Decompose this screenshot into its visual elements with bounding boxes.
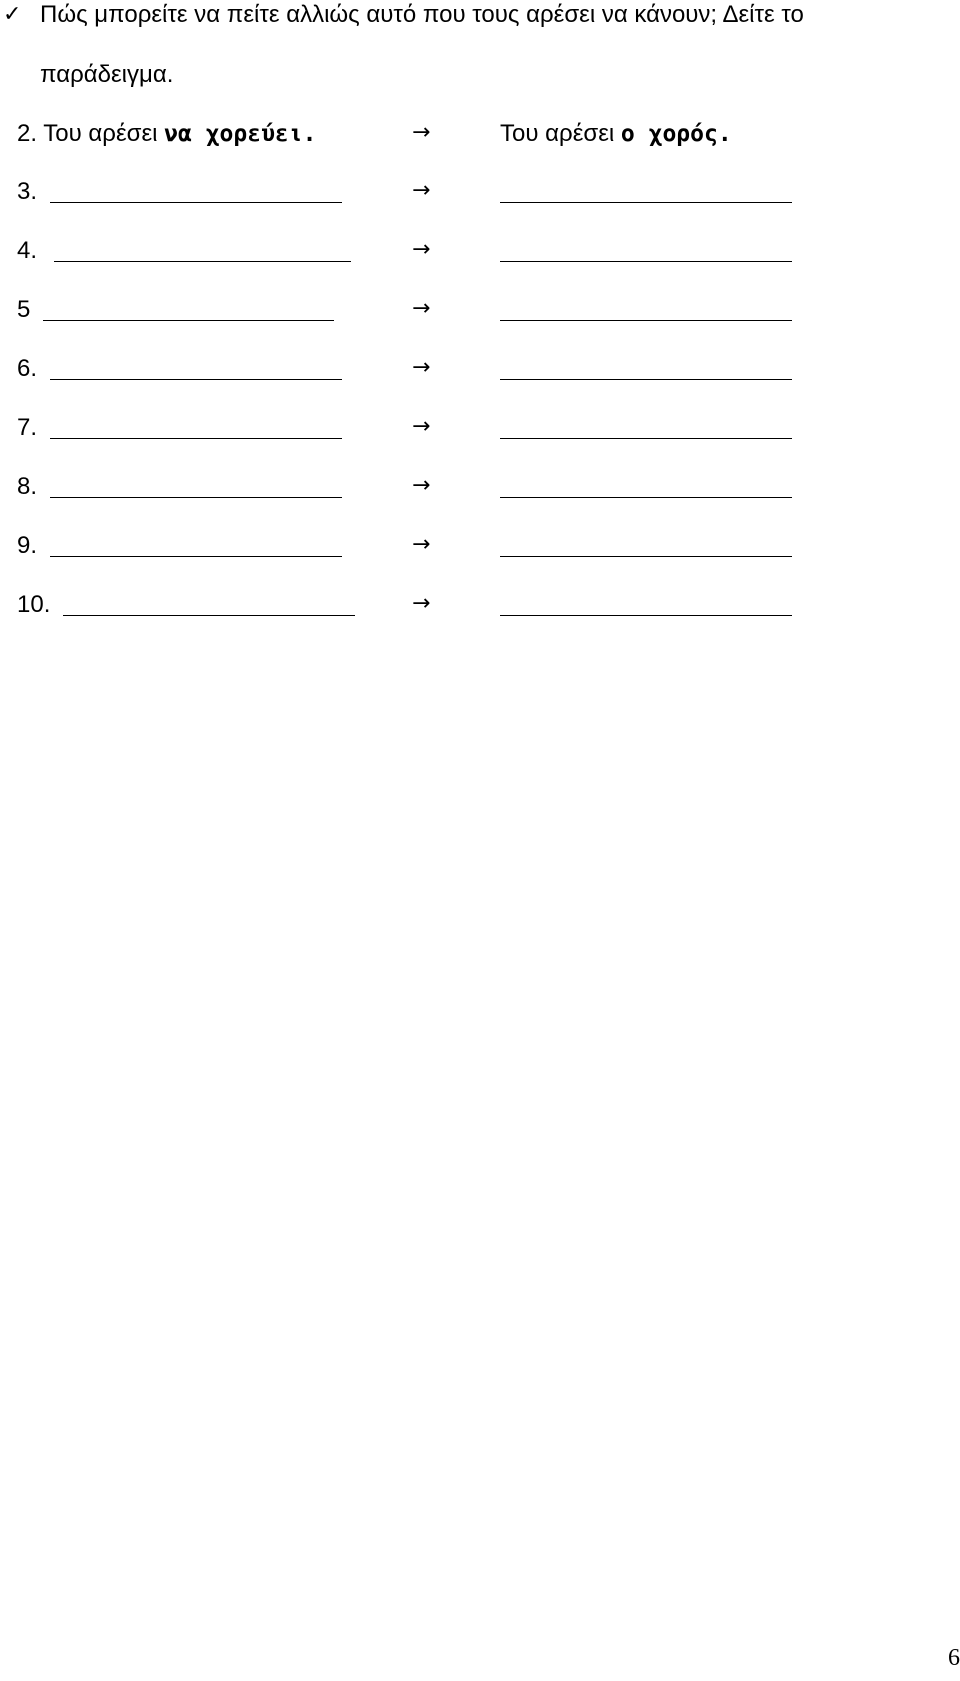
answer-blank-left[interactable] [50, 556, 342, 557]
answer-blank-right[interactable] [500, 320, 792, 321]
example-right [500, 120, 732, 148]
instruction-line-2: παράδειγμα. [40, 61, 174, 88]
item-number: 4. [17, 237, 38, 264]
answer-blank-right[interactable] [500, 556, 792, 557]
answer-blank-right[interactable] [500, 202, 792, 203]
item-number: 8. [17, 473, 38, 500]
answer-blank-right[interactable] [500, 497, 792, 498]
example-number: 2. [17, 120, 38, 147]
answer-blank-right[interactable] [500, 261, 792, 262]
item-number: 9. [17, 532, 38, 559]
item-number: 7. [17, 414, 38, 441]
exercise-row [0, 355, 960, 389]
exercise-row [0, 296, 960, 330]
arrow-right-icon: → [412, 473, 431, 498]
item-number: 3. [17, 178, 38, 205]
arrow-right-icon: → [412, 178, 431, 203]
checkmark-icon: ✓ [3, 2, 22, 27]
answer-blank-left[interactable] [54, 261, 351, 262]
arrow-right-icon: → [412, 120, 431, 145]
arrow-right-icon: → [412, 237, 431, 262]
answer-blank-left[interactable] [43, 320, 334, 321]
answer-blank-left[interactable] [50, 379, 342, 380]
exercise-row [0, 473, 960, 507]
answer-blank-right[interactable] [500, 615, 792, 616]
item-number: 10. [17, 591, 51, 618]
exercise-row [0, 178, 960, 212]
page-number: 6 [948, 1645, 960, 1671]
example-left [17, 120, 316, 148]
exercise-row [0, 237, 960, 271]
exercise-row [0, 532, 960, 566]
example-row [0, 120, 960, 154]
arrow-right-icon: → [412, 591, 431, 616]
answer-blank-left[interactable] [50, 438, 342, 439]
arrow-right-icon: → [412, 532, 431, 557]
item-number: 6. [17, 355, 38, 382]
arrow-right-icon: → [412, 355, 431, 380]
arrow-right-icon: → [412, 296, 431, 321]
exercise-row [0, 414, 960, 448]
example-right-plain: Του αρέσει [500, 120, 615, 147]
exercise-row [0, 591, 960, 625]
instruction-line-1: Πώς μπορείτε να πείτε αλλιώς αυτό που τους αρέσει να κάνουν; Δείτε το [40, 1, 804, 28]
answer-blank-left[interactable] [50, 497, 342, 498]
answer-blank-right[interactable] [500, 379, 792, 380]
answer-blank-right[interactable] [500, 438, 792, 439]
example-left-plain: Του αρέσει [43, 120, 158, 147]
arrow-right-icon: → [412, 414, 431, 439]
example-right-bold: ο χορός. [620, 121, 732, 147]
example-left-bold: να χορεύει. [164, 121, 317, 147]
answer-blank-left[interactable] [50, 202, 342, 203]
answer-blank-left[interactable] [63, 615, 355, 616]
item-number: 5 [17, 296, 31, 323]
